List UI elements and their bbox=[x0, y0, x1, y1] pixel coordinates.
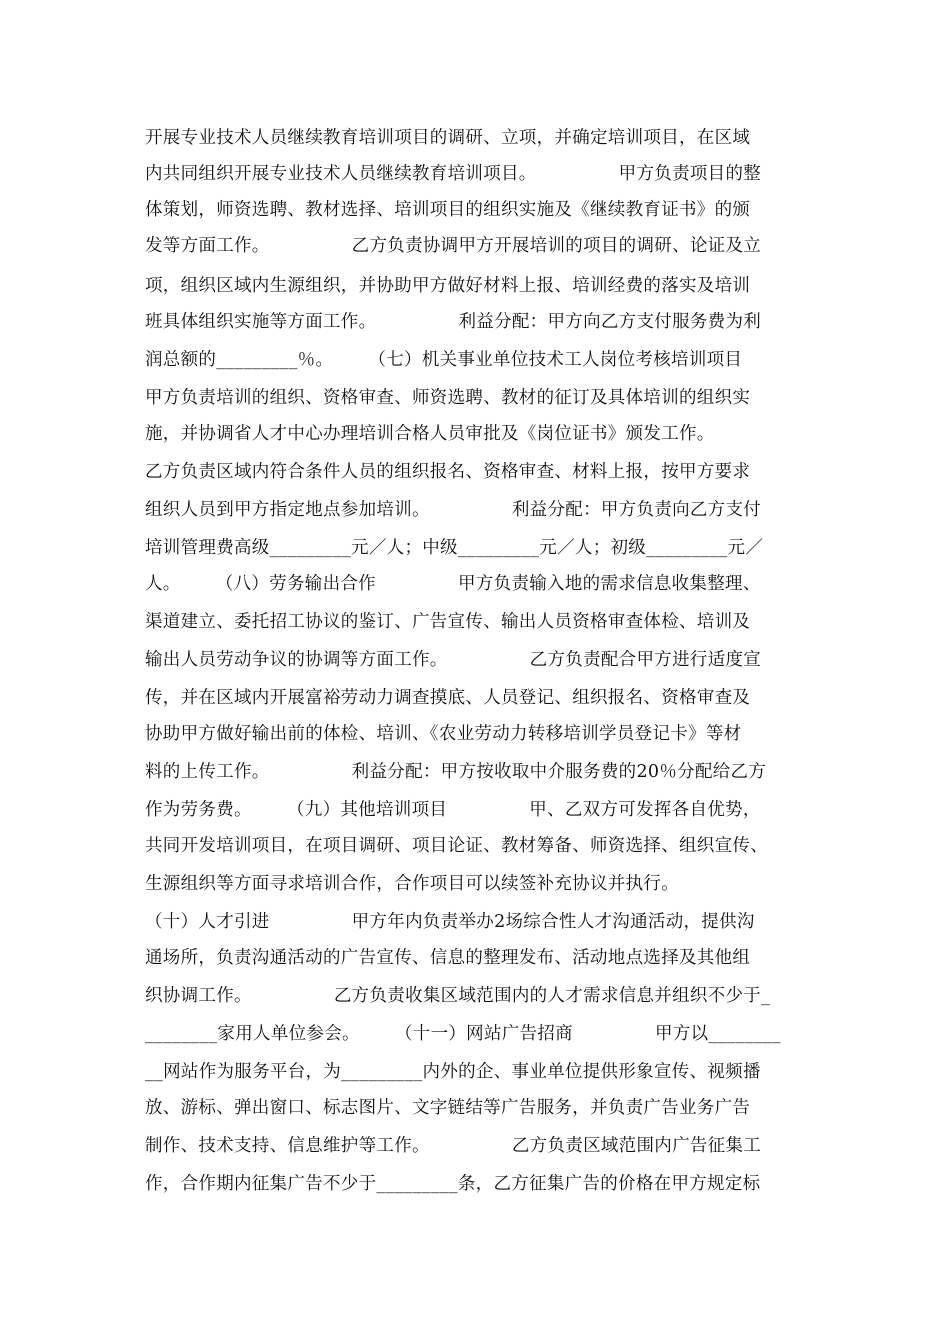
text-line: 作为劳务费。 （九）其他培训项目 甲、乙双方可发挥各自优势， bbox=[145, 800, 761, 820]
text-line: 内共同组织开展专业技术人员继续教育培训项目。 甲方负责项目的整 bbox=[145, 164, 762, 184]
text-line: 润总额的_________％。 （七）机关事业单位技术工人岗位考核培训项目 bbox=[145, 350, 743, 370]
text-line: 放、游标、弹出窗口、标志图片、文字链结等广告服务，并负责广告业务广告 bbox=[145, 1098, 751, 1118]
text-line: __网站作为服务平台，为_________内外的企、事业单位提供形象宣传、视频播 bbox=[145, 1062, 761, 1082]
text-line: 作，合作期内征集广告不少于_________条，乙方征集广告的价格在甲方规定标 bbox=[145, 1174, 761, 1194]
text-line: 共同开发培训项目，在项目调研、项目论证、教材筹备、师资选择、组织宣传、 bbox=[145, 836, 768, 856]
text-line: 输出人员劳动争议的协调等方面工作。 乙方负责配合甲方进行适度宣 bbox=[145, 650, 762, 670]
text-line: 料的上传工作。 利益分配：甲方按收取中介服务费的20％分配给乙方 bbox=[145, 762, 767, 782]
text-line: 项，组织区域内生源组织，并协助甲方做好材料上报、培训经费的落实及培训 bbox=[145, 276, 751, 296]
text-line: 班具体组织实施等方面工作。 利益分配：甲方向乙方支付服务费为利 bbox=[145, 312, 762, 332]
text-line: 制作、技术支持、信息维护等工作。 乙方负责区域范围内广告征集工 bbox=[145, 1136, 762, 1156]
text-line: 体策划，师资选聘、教材选择、培训项目的组织实施及《继续教育证书》的颁 bbox=[145, 200, 751, 220]
text-line: 协助甲方做好输出前的体检、培训、《农业劳动力转移培训学员登记卡》等材 bbox=[145, 724, 742, 744]
text-line: 培训管理费高级_________元／人；中级_________元／人；初级_________元／ bbox=[145, 538, 764, 558]
text-line: 通场所，负责沟通活动的广告宣传、信息的整理发布、活动地点选择及其他组 bbox=[145, 948, 751, 968]
text-line: 生源组织等方面寻求培训合作，合作项目可以续签补充协议并执行。 bbox=[145, 874, 679, 894]
text-line: 织协调工作。 乙方负责收集区域范围内的人才需求信息并组织不少于_ bbox=[145, 986, 771, 1006]
text-line: （十）人才引进 甲方年内负责举办2场综合性人才沟通活动，提供沟 bbox=[145, 912, 755, 932]
text-line: ________家用人单位参会。 （十一）网站广告招商 甲方以________ bbox=[145, 1024, 781, 1044]
text-line: 发等方面工作。 乙方负责协调甲方开展培训的项目的调研、论证及立 bbox=[145, 236, 762, 256]
text-line: 施，并协调省人才中心办理培训合格人员审批及《岗位证书》颁发工作。 bbox=[145, 424, 715, 444]
text-line: 人。 （八）劳务输出合作 甲方负责输入地的需求信息收集整理、 bbox=[145, 574, 761, 594]
text-line: 渠道建立、委托招工协议的鉴订、广告宣传、输出人员资格审查体检、培训及 bbox=[145, 612, 751, 632]
text-line: 开展专业技术人员继续教育培训项目的调研、立项，并确定培训项目，在区域 bbox=[145, 128, 751, 148]
text-line: 乙方负责区域内符合条件人员的组织报名、资格审查、材料上报，按甲方要求 bbox=[145, 462, 751, 482]
text-line: 组织人员到甲方指定地点参加培训。 利益分配：甲方负责向乙方支付 bbox=[145, 500, 762, 520]
text-line: 甲方负责培训的组织、资格审查、师资选聘、教材的征订及具体培训的组织实 bbox=[145, 388, 751, 408]
text-line: 传，并在区域内开展富裕劳动力调查摸底、人员登记、组织报名、资格审查及 bbox=[145, 688, 751, 708]
